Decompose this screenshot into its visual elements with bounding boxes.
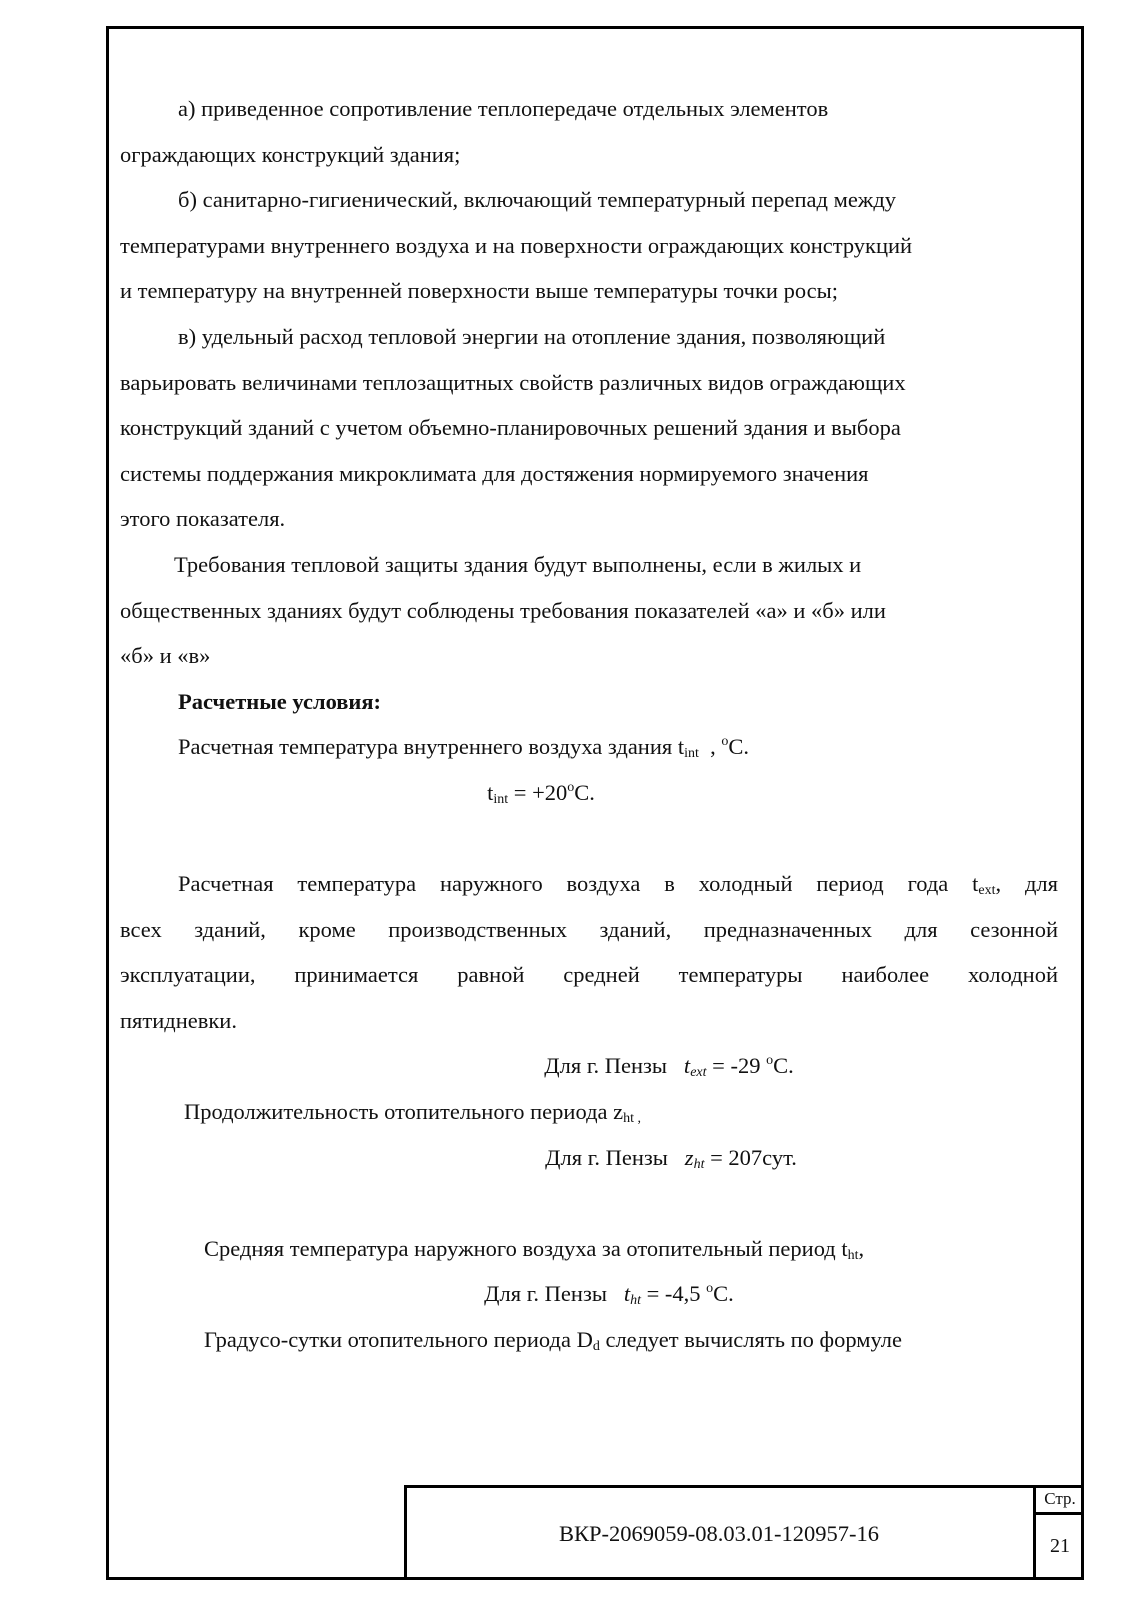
document-body (120, 86, 1058, 1363)
zht-formula: Для г. Пензы $z_{ht} = 207сут$. (545, 1144, 797, 1172)
item-v-line3: конструкций зданий с учетом объемно-планировочных решений здания и выбора (120, 415, 901, 441)
item-v-line5: этого показателя. (120, 506, 286, 532)
requirements-line3: «б» и «в» (120, 643, 211, 669)
section-heading: Расчетные условия: (178, 688, 382, 714)
item-b-line2: температурами внутреннего воздуха и на поверхности ограждающих конструкций (120, 232, 913, 258)
item-a-line1: а) приведенное сопротивление теплопередаче отдельных элементов (178, 96, 829, 121)
dd-description: Градусо-сутки отопительного периода $D_d$ следует вычислять по формуле (204, 1327, 902, 1355)
spacer (120, 1180, 1058, 1226)
requirements-line1: Требования тепловой защиты здания будут выполнены, если в жилых и (174, 551, 862, 577)
item-a-line2: ограждающих конструкций здания; (120, 141, 461, 167)
page-label: Стр. (1036, 1485, 1084, 1515)
text-description-line1: Расчетная температура наружного воздуха в холодный период года $t_{ext}$, для (178, 871, 1058, 899)
title-block (404, 1485, 1084, 1580)
tint-formula: $t_{int} = +20^oC$. (487, 779, 595, 807)
tht-description: Средняя температура наружного воздуха за отопительный период $t_{ht}$, (204, 1235, 865, 1263)
text-formula: Для г. Пензы $t_{ext} = -29$ $^o$C. (544, 1053, 794, 1081)
tint-description: Расчетная температура внутреннего воздуха здания $t_{int}$ , $^o$C. (178, 734, 750, 762)
tht-formula: Для г. Пензы $t_{ht} = -4,5$ $^o$C. (484, 1281, 734, 1309)
document-code: ВКР-2069059-08.03.01-120957-16 (559, 1521, 879, 1546)
item-v-line4: системы поддержания микроклимата для достяжения нормируемого значения (120, 460, 869, 486)
item-b-line3: и температуру на внутренней поверхности выше температуры точки росы; (120, 278, 839, 304)
item-v-line2: варьировать величинами теплозащитных свойств различных видов ограждающих (120, 369, 906, 395)
zht-description: Продолжительность отопительного периода $z_{ht ,}$ (184, 1099, 642, 1127)
spacer (120, 816, 1058, 862)
requirements-line2: общественных зданиях будут соблюдены требования показателей «а» и «б» или (120, 597, 886, 623)
text-description-line4: пятидневки. (120, 1007, 237, 1033)
page-box (1033, 1485, 1084, 1580)
item-v-line1: в) удельный расход тепловой энергии на отопление здания, позволяющий (178, 323, 886, 349)
page-number: 21 (1050, 1534, 1070, 1557)
text-description-line2: всех зданий, кроме производственных зданий, предназначенных для сезонной (120, 916, 1058, 942)
text-description-line3: эксплуатации, принимается равной средней температуры наиболее холодной (120, 962, 1058, 988)
item-b-line1: б) санитарно-гигиенический, включающий температурный перепад между (178, 187, 897, 213)
